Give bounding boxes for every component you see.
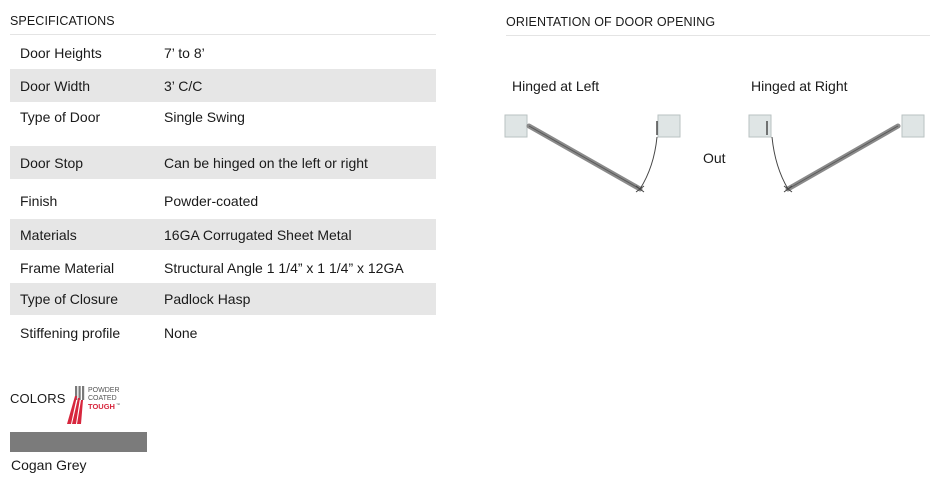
spec-label: Door Width — [20, 77, 91, 94]
color-swatch-cogan-grey — [10, 432, 147, 452]
spec-row-materials — [10, 219, 436, 250]
right-hinge-post — [902, 115, 924, 137]
spec-label: Type of Door — [20, 109, 101, 125]
orientation-title: ORIENTATION OF DOOR OPENING — [506, 15, 716, 29]
badge-fan-icon — [67, 396, 83, 424]
orientation-divider — [506, 35, 930, 36]
spec-row-door-heights — [10, 37, 436, 69]
spec-value: 16GA Corrugated Sheet Metal — [164, 226, 352, 243]
hinged-left-label: Hinged at Left — [512, 78, 600, 94]
spec-label: Finish — [20, 192, 58, 209]
spec-value: Padlock Hasp — [164, 291, 251, 307]
specifications-title: SPECIFICATIONS — [10, 14, 115, 28]
right-door-leaf-edge — [788, 126, 898, 189]
spec-label: Stiffening profile — [20, 325, 121, 341]
spec-label: Door Heights — [20, 45, 102, 61]
spec-row-type-of-closure — [10, 283, 436, 315]
spec-value: 7’ to 8’ — [164, 45, 205, 61]
badge-line3: TOUGH — [88, 402, 115, 411]
colors-title: COLORS — [10, 391, 66, 406]
spec-label: Materials — [20, 226, 77, 243]
powder-coated-tough-logo — [65, 384, 133, 426]
spec-value: Single Swing — [164, 109, 245, 125]
badge-tm: ™ — [116, 402, 120, 407]
left-strike-post — [658, 115, 680, 137]
spec-row-stiffening-profile — [10, 315, 436, 351]
door-orientation-diagram — [500, 105, 940, 205]
specifications-divider — [10, 34, 436, 35]
hinged-right-label: Hinged at Right — [751, 78, 848, 94]
spec-row-door-width — [10, 69, 436, 102]
spec-label: Type of Closure — [20, 291, 119, 307]
spec-row-finish — [10, 179, 436, 219]
spec-value: None — [164, 325, 198, 341]
badge-line2: COATED — [88, 395, 117, 402]
left-swing-arc — [640, 137, 657, 189]
right-swing-arc — [772, 137, 788, 189]
spec-label: Frame Material — [20, 260, 115, 276]
left-door-leaf-edge — [529, 126, 640, 189]
hinged-left-diagram — [505, 115, 680, 192]
spec-label: Door Stop — [20, 154, 84, 171]
left-hinge-post — [505, 115, 527, 137]
hinged-right-diagram — [749, 115, 924, 192]
spec-value: Powder-coated — [164, 192, 259, 209]
badge-line1: POWDER — [88, 387, 120, 394]
color-swatch-name: Cogan Grey — [11, 457, 87, 473]
spec-value: Can be hinged on the left or right — [164, 154, 368, 171]
spec-row-door-stop — [10, 146, 436, 179]
spec-value: 3’ C/C — [164, 77, 203, 94]
spec-row-frame-material — [10, 250, 436, 283]
spec-row-type-of-door — [10, 102, 436, 146]
out-label: Out — [703, 150, 726, 166]
spec-value: Structural Angle 1 1/4” x 1 1/4” x 12GA — [164, 260, 404, 276]
specifications-table — [10, 37, 436, 351]
